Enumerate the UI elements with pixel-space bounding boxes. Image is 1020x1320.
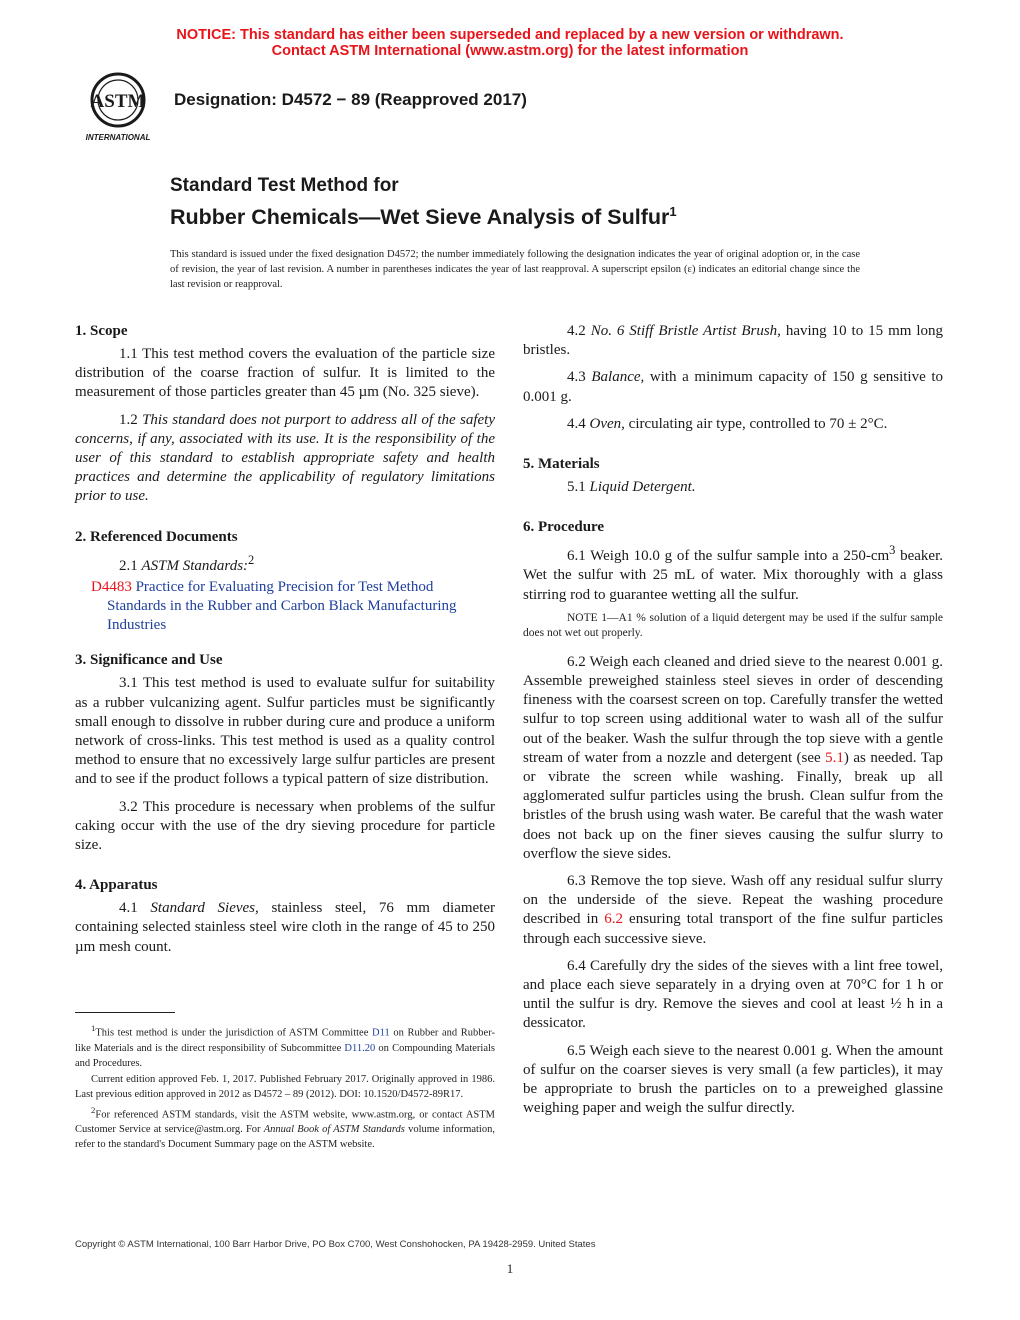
- copyright-line: Copyright © ASTM International, 100 Barr Harbor Drive, PO Box C700, West Conshohocken, PA 19428-2959. United States: [75, 1239, 596, 1250]
- reference-d4483[interactable]: [75, 578, 495, 636]
- footnote-1: $^1$This test method is under the jurisdiction of ASTM Committee D11 on Rubber and Rubber-like Materials and is the direct responsibility of Subcommittee D11.20 on Compounding Materials and Procedures.: [75, 1023, 495, 1069]
- paragraph-4-1: 4.1 Standard Sieves, stainless steel, 76 mm diameter containing selected stainless steel wire cloth in the range of 45 to 250 µm mesh count.: [75, 900, 496, 955]
- astm-logo-icon: [74, 70, 164, 148]
- footnote-2: $^2$For referenced ASTM standards, visit the ASTM website, www.astm.org, or contact ASTM Customer Service at service@astm.org. For Annual Book of ASTM Standards volume information, refer to the standard's Document Summary page on the ASTM website.: [75, 1104, 495, 1150]
- xref-6-2-link[interactable]: 6.2: [604, 911, 623, 928]
- title-line-1: Standard Test Method for: [170, 175, 399, 196]
- document-title: [170, 174, 870, 231]
- paragraph-6-2: 6.2 Weigh each cleaned and dried sieve to the nearest 0.001 g. Assemble preweighed stainless steel sieves in order of descending fineness with the coarsest screen on top. Carefully transfer the wetted sulfur to top screen using additional water to wash all of the sulfur out of the beaker. Wash the sulfur through the top sieve with a gentle stream of water from a nozzle and detergent (see 5.1) as needed. Tap or vibrate the screen while washing. Finally, break up all agglomerated sulfur particles using the brush. Clean sulfur from the bristles of the brush using wash water. Be careful that the wash water does not back up on the finer sieves causing the sulfur slurry to overflow the sieve sides.: [523, 653, 943, 862]
- paragraph-2-1: 2.1 ASTM Standards:$^2$: [119, 552, 255, 574]
- notice-line-1: NOTICE: This standard has either been superseded and replaced by a new version or withdrawn.: [176, 27, 844, 43]
- paragraph-3-1: 3.1 This test method is used to evaluate sulfur for suitability as a rubber vulcanizing agent. Sulfur particles must be significantly small enough to dissolve in rubber during cure and produce a uniform network of cross-links. This test method is used as a quality control method to ensure that no excessively large sulfur particles are present and to see if the product follows a typical pattern of size distribution.: [75, 675, 495, 788]
- section-heading-scope: 1. Scope: [75, 323, 128, 339]
- paragraph-4-2: 4.2 No. 6 Stiff Bristle Artist Brush, having 10 to 15 mm long bristles.: [523, 323, 944, 359]
- section-heading-procedure: 6. Procedure: [523, 519, 605, 536]
- right-column: [523, 322, 943, 1127]
- issuance-statement: This standard is issued under the fixed designation D4572; the number immediately following the designation indicates the year of original adoption or, in the case of revision, the year of last revision. A number in parentheses indicates the year of last reapproval. A superscript epsilon (ε) indicates an editorial change since the last revision or reapproval.: [170, 249, 860, 290]
- footnotes: [75, 1021, 495, 1153]
- left-column: [75, 322, 495, 965]
- notice-line-2: Contact ASTM International (www.astm.org) for the latest information: [271, 43, 749, 59]
- reference-title-link[interactable]: Practice for Evaluating Precision for Test Method Standards in the Rubber and Carbon Black Manufacturing Industries: [107, 578, 457, 634]
- logo-caption: INTERNATIONAL: [85, 133, 151, 142]
- section-heading-referenced-documents: 2. Referenced Documents: [75, 528, 238, 545]
- note-1: NOTE 1—A1 % solution of a liquid detergent may be used if the sulfur sample does not wet out properly.: [523, 611, 943, 639]
- section-heading-significance: 3. Significance and Use: [75, 652, 223, 669]
- section-heading-materials: 5. Materials: [523, 456, 600, 473]
- section-heading-apparatus: 4. Apparatus: [75, 877, 158, 894]
- reference-code-link[interactable]: D4483: [91, 578, 132, 595]
- paragraph-6-4: 6.4 Carefully dry the sides of the sieves with a lint free towel, and place each sieve separately in a drying oven at 70°C for 1 h or until the sulfur is dry. Remove the sieves and cool at least ½ h in a dessicator.: [523, 957, 943, 1032]
- paragraph-3-2: 3.2 This procedure is necessary when problems of the sulfur caking occur with the use of the dry sieving procedure for particle size.: [75, 798, 495, 854]
- footnote-divider: [75, 1012, 175, 1013]
- xref-5-1-link[interactable]: 5.1: [825, 749, 844, 766]
- paragraph-6-3: 6.3 Remove the top sieve. Wash off any residual sulfur slurry on the underside of the sieve. Repeat the washing procedure described in 6.2 ensuring total transport of the fine sulfur particles through each successive sieve.: [523, 873, 943, 947]
- paragraph-5-1: 5.1 Liquid Detergent.: [567, 479, 696, 496]
- title-line-2: Rubber Chemicals—Wet Sieve Analysis of Sulfur$^1$: [170, 204, 677, 230]
- designation: Designation: D4572 − 89 (Reapproved 2017): [174, 90, 527, 109]
- astm-logo: [74, 70, 164, 148]
- paragraph-4-4: 4.4 Oven, circulating air type, controlled to 70 ± 2°C.: [567, 415, 888, 432]
- paragraph-1-2: 1.2 This standard does not purport to address all of the safety concerns, if any, associated with its use. It is the responsibility of the user of this standard to establish appropriate safety and health practices and determine the applicability of regulatory limitations prior to use.: [75, 411, 496, 505]
- committee-d11-link[interactable]: D11: [372, 1027, 390, 1039]
- paragraph-4-3: 4.3 Balance, with a minimum capacity of 150 g sensitive to 0.001 g.: [523, 369, 943, 405]
- subcommittee-d11-20-link[interactable]: D11.20: [344, 1042, 376, 1054]
- footnote-1-edition: Current edition approved Feb. 1, 2017. Published February 2017. Originally approved in 1986. Last previous edition approved in 2012 as D4572 – 89 (2012). DOI: 10.1520/D4572-89R17.: [75, 1073, 495, 1100]
- paragraph-6-1: 6.1 Weigh 10.0 g of the sulfur sample into a $250-cm^3$ beaker. Wet the sulfur with 25 mL of water. Mix thoroughly with a glass stirring rod to guarantee wetting all the sulfur.: [523, 543, 943, 603]
- page-number: 1: [506, 1261, 514, 1276]
- paragraph-6-5: 6.5 Weigh each sieve to the nearest 0.001 g. When the amount of sulfur on the coarser sieves is very small (a few particles), it may be appropriate to brush the particles on to a preweighed glassine weighing paper and weigh the sulfur directly.: [523, 1042, 943, 1117]
- title-footnote-mark[interactable]: 1: [669, 204, 677, 219]
- withdrawal-notice: [0, 27, 1020, 59]
- paragraph-1-1: 1.1 This test method covers the evaluation of the particle size distribution of the coarse fraction of sulfur. It is limited to the measurement of those particles greater than 45 µm (No. 325 sieve).: [75, 346, 495, 401]
- logo-letters: ASTM: [90, 91, 146, 112]
